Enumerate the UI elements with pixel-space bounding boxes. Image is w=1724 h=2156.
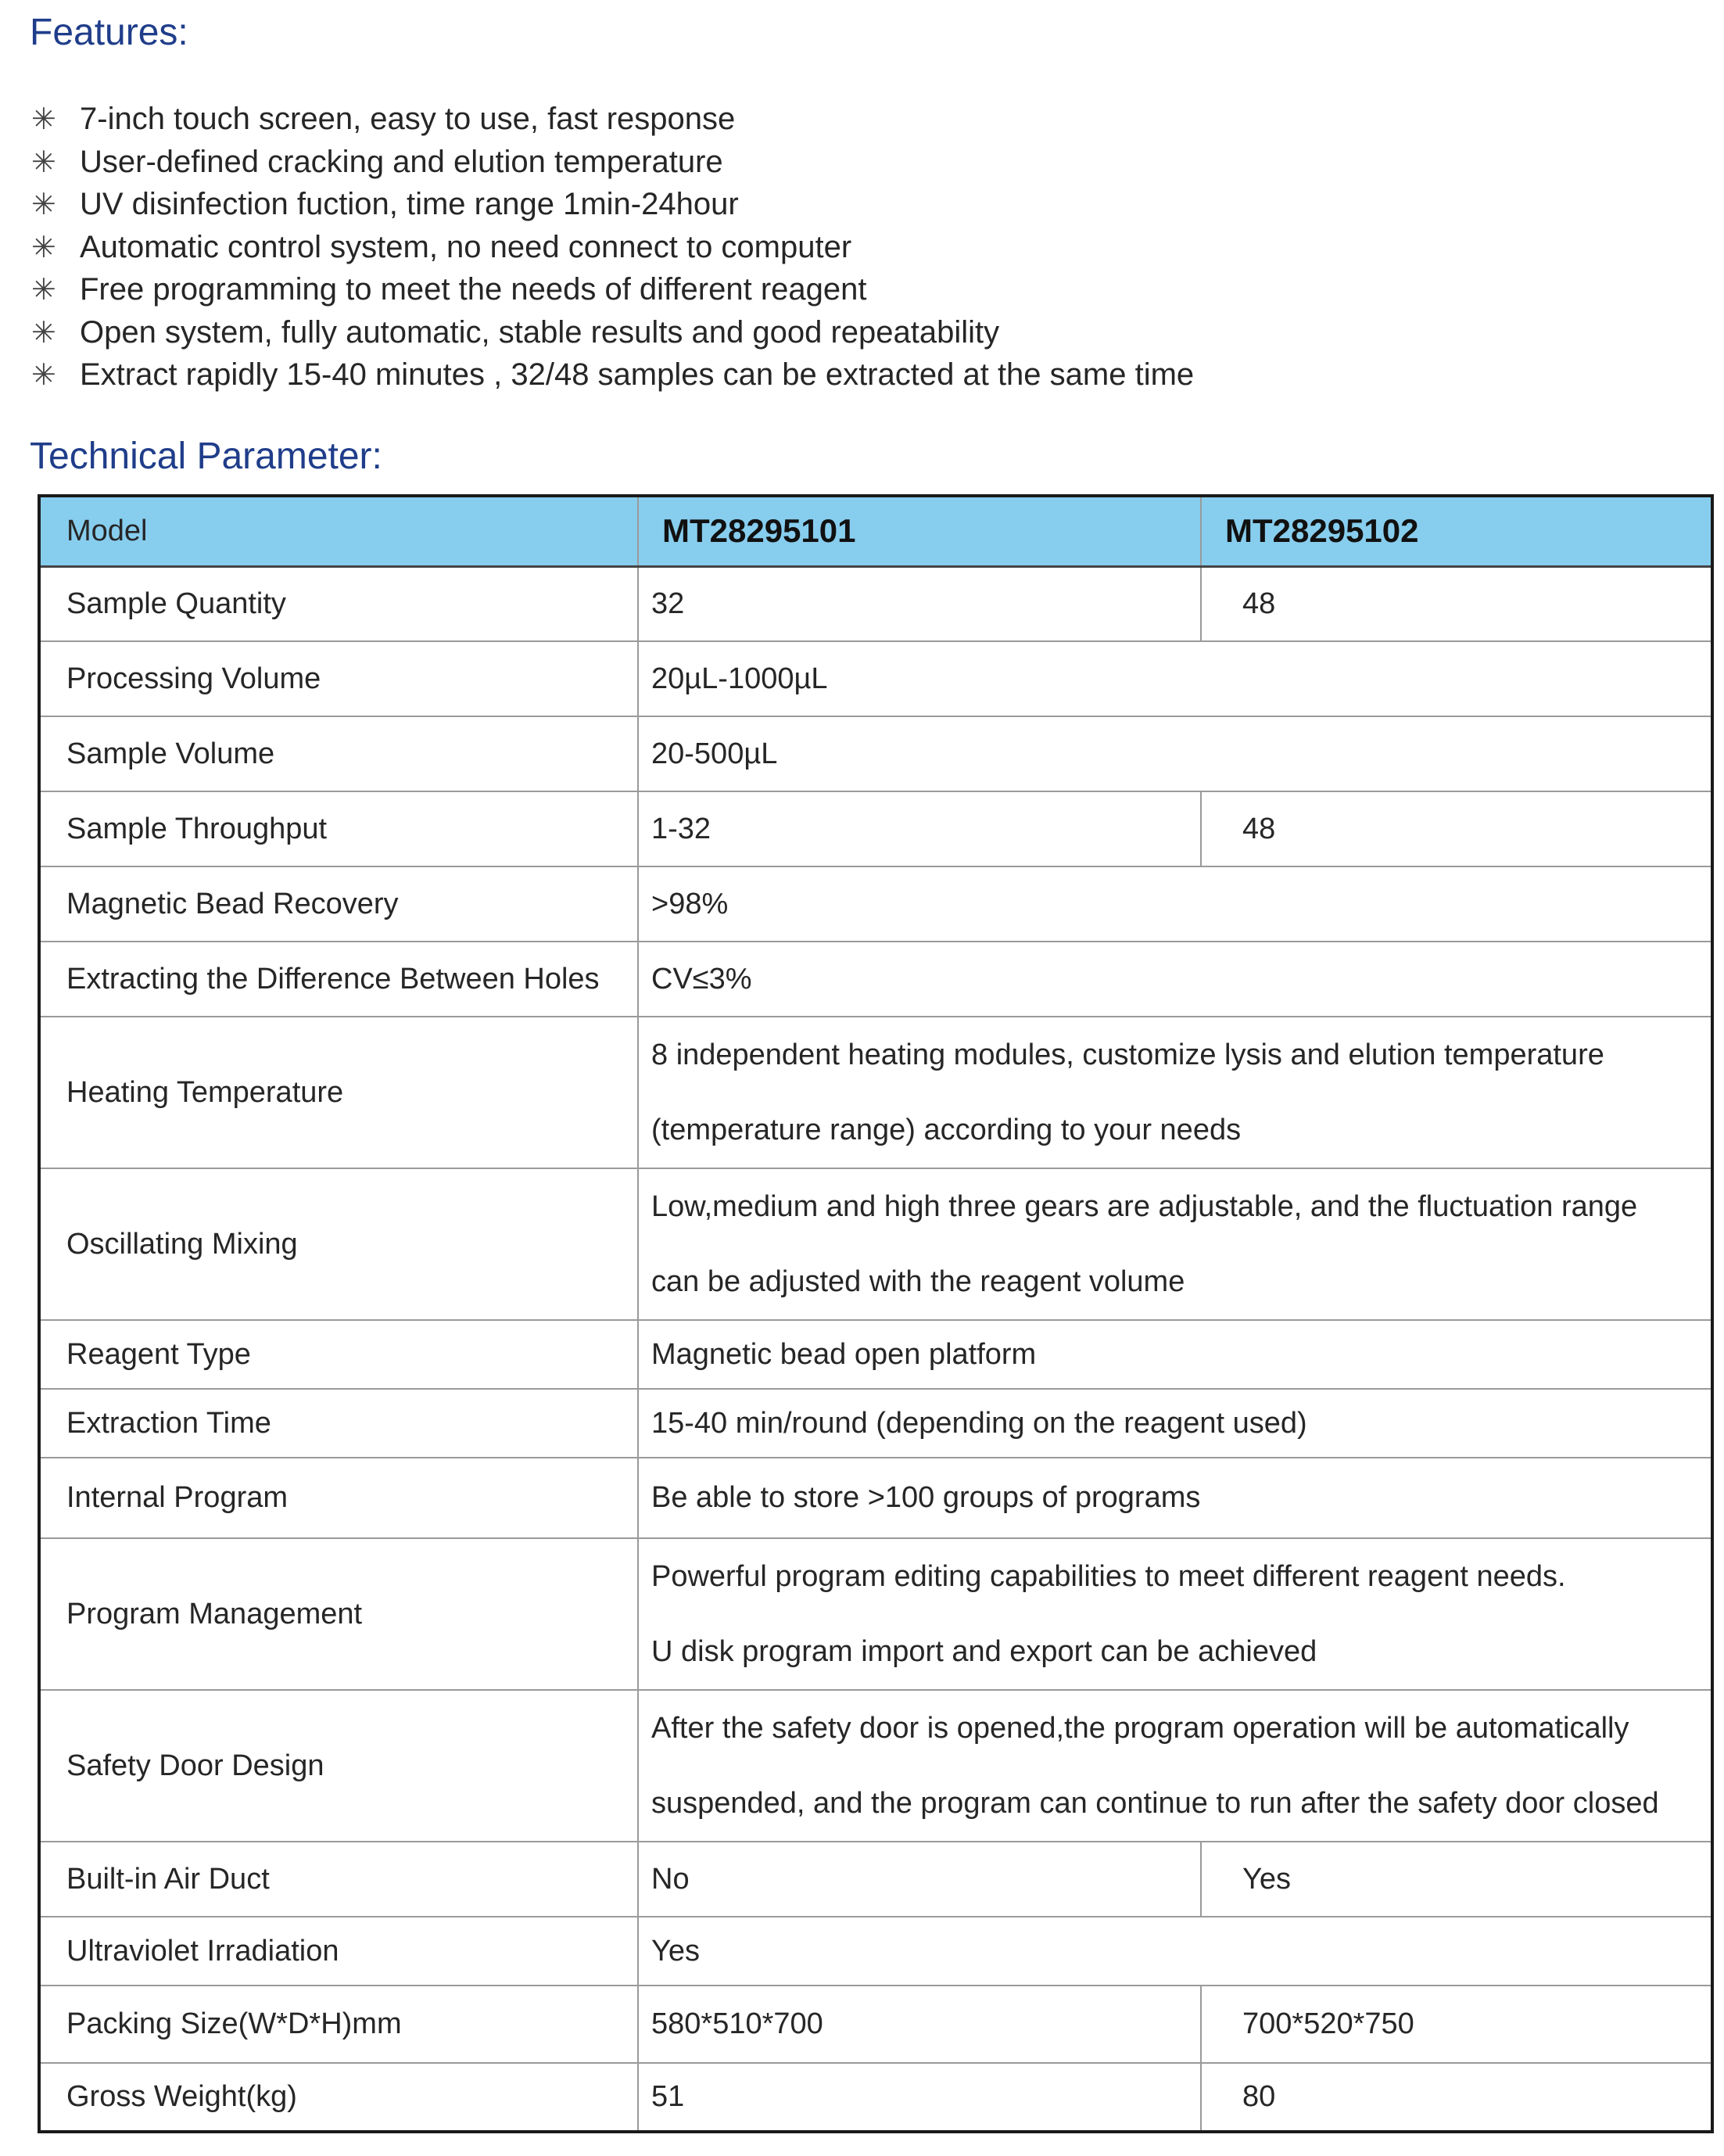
table-row [39,1389,1712,1458]
row-value-b: 700*520*750 [1201,1986,1712,2063]
row-value-line: Low,medium and high three gears are adjustable, and the fluctuation range [651,1190,1638,1223]
table-row [39,1986,1712,2063]
feature-text: UV disinfection fuction, time range 1min-24hour [80,187,739,222]
row-label: Sample Throughput [39,791,638,866]
row-label: Extraction Time [39,1389,638,1458]
asterisk-bullet-icon: ✳ [31,229,56,264]
row-value-b: 48 [1201,566,1712,641]
feature-item [31,98,1194,141]
table-row [39,1842,1712,1917]
feature-item [31,141,1194,184]
row-value: >98% [638,866,1712,942]
header-model-a: MT28295101 [638,496,1201,566]
row-value [638,1017,1712,1168]
row-label: Extracting the Difference Between Holes [39,942,638,1017]
row-value: Be able to store >100 groups of programs [638,1458,1712,1538]
row-value [638,1690,1712,1842]
header-model-label: Model [39,496,638,566]
row-label: Internal Program [39,1458,638,1538]
feature-list [31,98,1194,396]
row-value: 20µL-1000µL [638,641,1712,716]
row-value: 20-500µL [638,716,1712,791]
row-value-line: Powerful program editing capabilities to meet different reagent needs. [651,1560,1566,1593]
technical-parameter-heading: Technical Parameter: [30,436,382,477]
feature-text: User-defined cracking and elution temperature [80,144,723,179]
feature-item [31,311,1194,354]
table-row [39,1538,1712,1690]
row-value [638,1538,1712,1690]
row-value-line: suspended, and the program can continue to run after the safety door closed [651,1787,1659,1820]
feature-item [31,183,1194,226]
row-value-a: 32 [638,566,1201,641]
row-label: Safety Door Design [39,1690,638,1842]
feature-text: Extract rapidly 15-40 minutes , 32/48 samples can be extracted at the same time [80,357,1195,393]
asterisk-bullet-icon: ✳ [31,314,56,350]
feature-item [31,268,1194,311]
row-label: Heating Temperature [39,1017,638,1168]
table-row [39,1917,1712,1986]
table-row [39,641,1712,716]
row-value-a: 580*510*700 [638,1986,1201,2063]
table-row [39,716,1712,791]
table-row [39,1017,1712,1168]
row-label: Oscillating Mixing [39,1168,638,1320]
row-label: Sample Volume [39,716,638,791]
row-label: Sample Quantity [39,566,638,641]
table-row [39,942,1712,1017]
row-value-a: No [638,1842,1201,1917]
row-label: Packing Size(W*D*H)mm [39,1986,638,2063]
table-row [39,1168,1712,1320]
table-row [39,791,1712,866]
row-label: Gross Weight(kg) [39,2063,638,2132]
table-row [39,566,1712,641]
table-row [39,1690,1712,1842]
row-value-b: 48 [1201,791,1712,866]
row-value: Yes [638,1917,1712,1986]
table-row [39,866,1712,942]
row-value-line: U disk program import and export can be achieved [651,1635,1317,1668]
row-label: Program Management [39,1538,638,1690]
row-value: CV≤3% [638,942,1712,1017]
feature-text: Open system, fully automatic, stable results and good repeatability [80,314,1000,350]
header-model-b: MT28295102 [1201,496,1712,566]
feature-text: 7-inch touch screen, easy to use, fast response [80,102,736,137]
row-value: Magnetic bead open platform [638,1320,1712,1389]
row-label: Processing Volume [39,641,638,716]
parameter-table [38,494,1714,2133]
row-value-a: 1-32 [638,791,1201,866]
row-value-line: (temperature range) according to your needs [651,1114,1242,1146]
row-value-line: After the safety door is opened,the program operation will be automatically [651,1712,1629,1745]
row-value-line: can be adjusted with the reagent volume [651,1265,1185,1298]
row-label: Magnetic Bead Recovery [39,866,638,942]
row-label: Ultraviolet Irradiation [39,1917,638,1986]
row-value-b: 80 [1201,2063,1712,2132]
features-heading: Features: [30,12,188,53]
row-value-line: 8 independent heating modules, customize lysis and elution temperature [651,1039,1604,1071]
feature-item [31,353,1194,396]
asterisk-bullet-icon: ✳ [31,144,56,179]
table-row [39,1320,1712,1389]
row-value-b: Yes [1201,1842,1712,1917]
row-value-a: 51 [638,2063,1201,2132]
asterisk-bullet-icon: ✳ [31,272,56,307]
row-value [638,1168,1712,1320]
asterisk-bullet-icon: ✳ [31,357,56,393]
asterisk-bullet-icon: ✳ [31,102,56,137]
feature-text: Automatic control system, no need connect to computer [80,229,852,264]
table-row [39,2063,1712,2132]
row-label: Reagent Type [39,1320,638,1389]
asterisk-bullet-icon: ✳ [31,187,56,222]
feature-item [31,226,1194,269]
row-label: Built-in Air Duct [39,1842,638,1917]
row-value: 15-40 min/round (depending on the reagent used) [638,1389,1712,1458]
feature-text: Free programming to meet the needs of different reagent [80,272,867,307]
table-header-row [39,496,1712,566]
table-row [39,1458,1712,1538]
